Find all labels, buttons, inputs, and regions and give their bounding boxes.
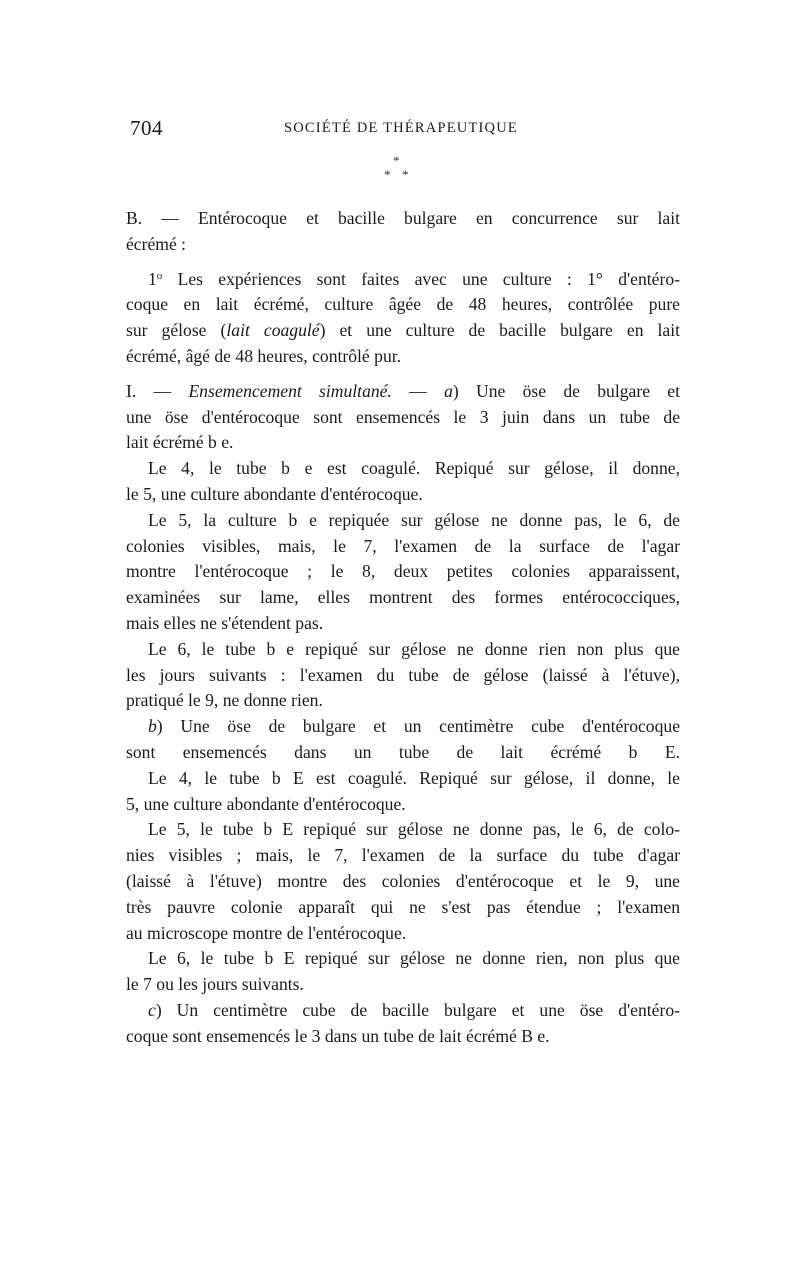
- text-line: le 5, une culture abondante d'entérocoque.: [126, 483, 423, 504]
- italic-run: lait coagulé: [226, 320, 320, 341]
- text-run: ) Une öse de bulgare et un centimètre cube d'entérocoque: [156, 716, 680, 737]
- asterisk-mark: *: [393, 153, 400, 168]
- text-line: [126, 318, 680, 344]
- page-number: 704: [130, 116, 163, 140]
- text-line: coque sont ensemencés le 3 dans un tube de lait écrémé B e.: [126, 1025, 550, 1046]
- text-line: 5, une culture abondante d'entérocoque.: [126, 793, 406, 814]
- asterism-separator: [384, 150, 414, 190]
- text-run: ) Une öse de bulgare et: [452, 380, 680, 401]
- text-line: nies visibles ; mais, le 7, l'examen de la surface du tube d'agar: [126, 845, 680, 866]
- text-line: Le 4, le tube b E est coagulé. Repiqué sur gélose, il donne, le: [148, 767, 680, 788]
- text-run: Les expériences sont faites avec une culture : 1° d'entéro-: [162, 268, 680, 289]
- text-line: les jours suivants : l'examen du tube de gélose (laissé à l'étuve),: [126, 664, 680, 685]
- text-line: Le 5, le tube b E repiqué sur gélose ne donne pas, le 6, de colo-: [148, 819, 680, 840]
- text-line: très pauvre colonie apparaît qui ne s'est pas étendue ; l'examen: [126, 896, 680, 917]
- text-line: montre l'entérocoque ; le 8, deux petites colonies apparaissent,: [126, 561, 680, 582]
- text-line: pratiqué le 9, ne donne rien.: [126, 690, 323, 711]
- text-line: sont ensemencés dans un tube de lait écrémé b E.: [126, 741, 680, 762]
- text-line: le 7 ou les jours suivants.: [126, 974, 304, 995]
- text-run: —: [391, 380, 445, 401]
- body-text: [126, 206, 680, 1050]
- italic-run: a: [444, 380, 453, 401]
- text-line: colonies visibles, mais, le 7, l'examen de la surface de l'agar: [126, 535, 680, 556]
- text-line: au microscope montre de l'entérocoque.: [126, 922, 407, 943]
- text-line: [126, 379, 680, 405]
- text-line: Le 6, le tube b e repiqué sur gélose ne donne rien non plus que: [148, 638, 680, 659]
- text-line: Le 4, le tube b e est coagulé. Repiqué sur gélose, il donne,: [148, 458, 680, 479]
- text-line: B. — Entérocoque et bacille bulgare en concurrence sur lait: [126, 208, 680, 228]
- text-line: lait écrémé b e.: [126, 432, 234, 453]
- text-line: Le 5, la culture b e repiquée sur gélose ne donne pas, le 6, de: [148, 509, 680, 530]
- text-line: [126, 714, 680, 740]
- text-line: Le 6, le tube b E repiqué sur gélose ne donne rien, non plus que: [148, 948, 680, 969]
- superscript-run: o: [156, 269, 163, 282]
- text-line: mais elles ne s'étendent pas.: [126, 612, 324, 633]
- running-head: [126, 116, 680, 140]
- text-run: I. —: [126, 380, 189, 401]
- asterisk-mark: *: [384, 167, 391, 182]
- text-run: ) et une culture de bacille bulgare en lait: [319, 320, 681, 341]
- asterisk-mark: *: [402, 167, 409, 182]
- text-line: écrémé :: [126, 233, 187, 254]
- text-line: examinées sur lame, elles montrent des formes entérococciques,: [126, 587, 680, 608]
- italic-run: b: [148, 716, 157, 737]
- text-run: 1: [148, 268, 157, 289]
- text-line: (laissé à l'étuve) montre des colonies d'entérocoque et le 9, une: [126, 870, 680, 891]
- italic-run: c: [148, 999, 156, 1020]
- text-run: ) Un centimètre cube de bacille bulgare et une öse d'entéro-: [155, 999, 680, 1020]
- text-line: écrémé, âgé de 48 heures, contrôlé pur.: [126, 345, 402, 366]
- text-line: [126, 267, 680, 293]
- text-line: coque en lait écrémé, culture âgée de 48 heures, contrôlée pure: [126, 294, 680, 315]
- italic-run: Ensemencement simultané.: [188, 380, 392, 401]
- text-line: [126, 998, 680, 1024]
- text-line: une öse d'entérocoque sont ensemencés le 3 juin dans un tube de: [126, 406, 680, 427]
- journal-title: SOCIÉTÉ DE THÉRAPEUTIQUE: [284, 120, 518, 136]
- text-run: sur gélose (: [126, 320, 227, 341]
